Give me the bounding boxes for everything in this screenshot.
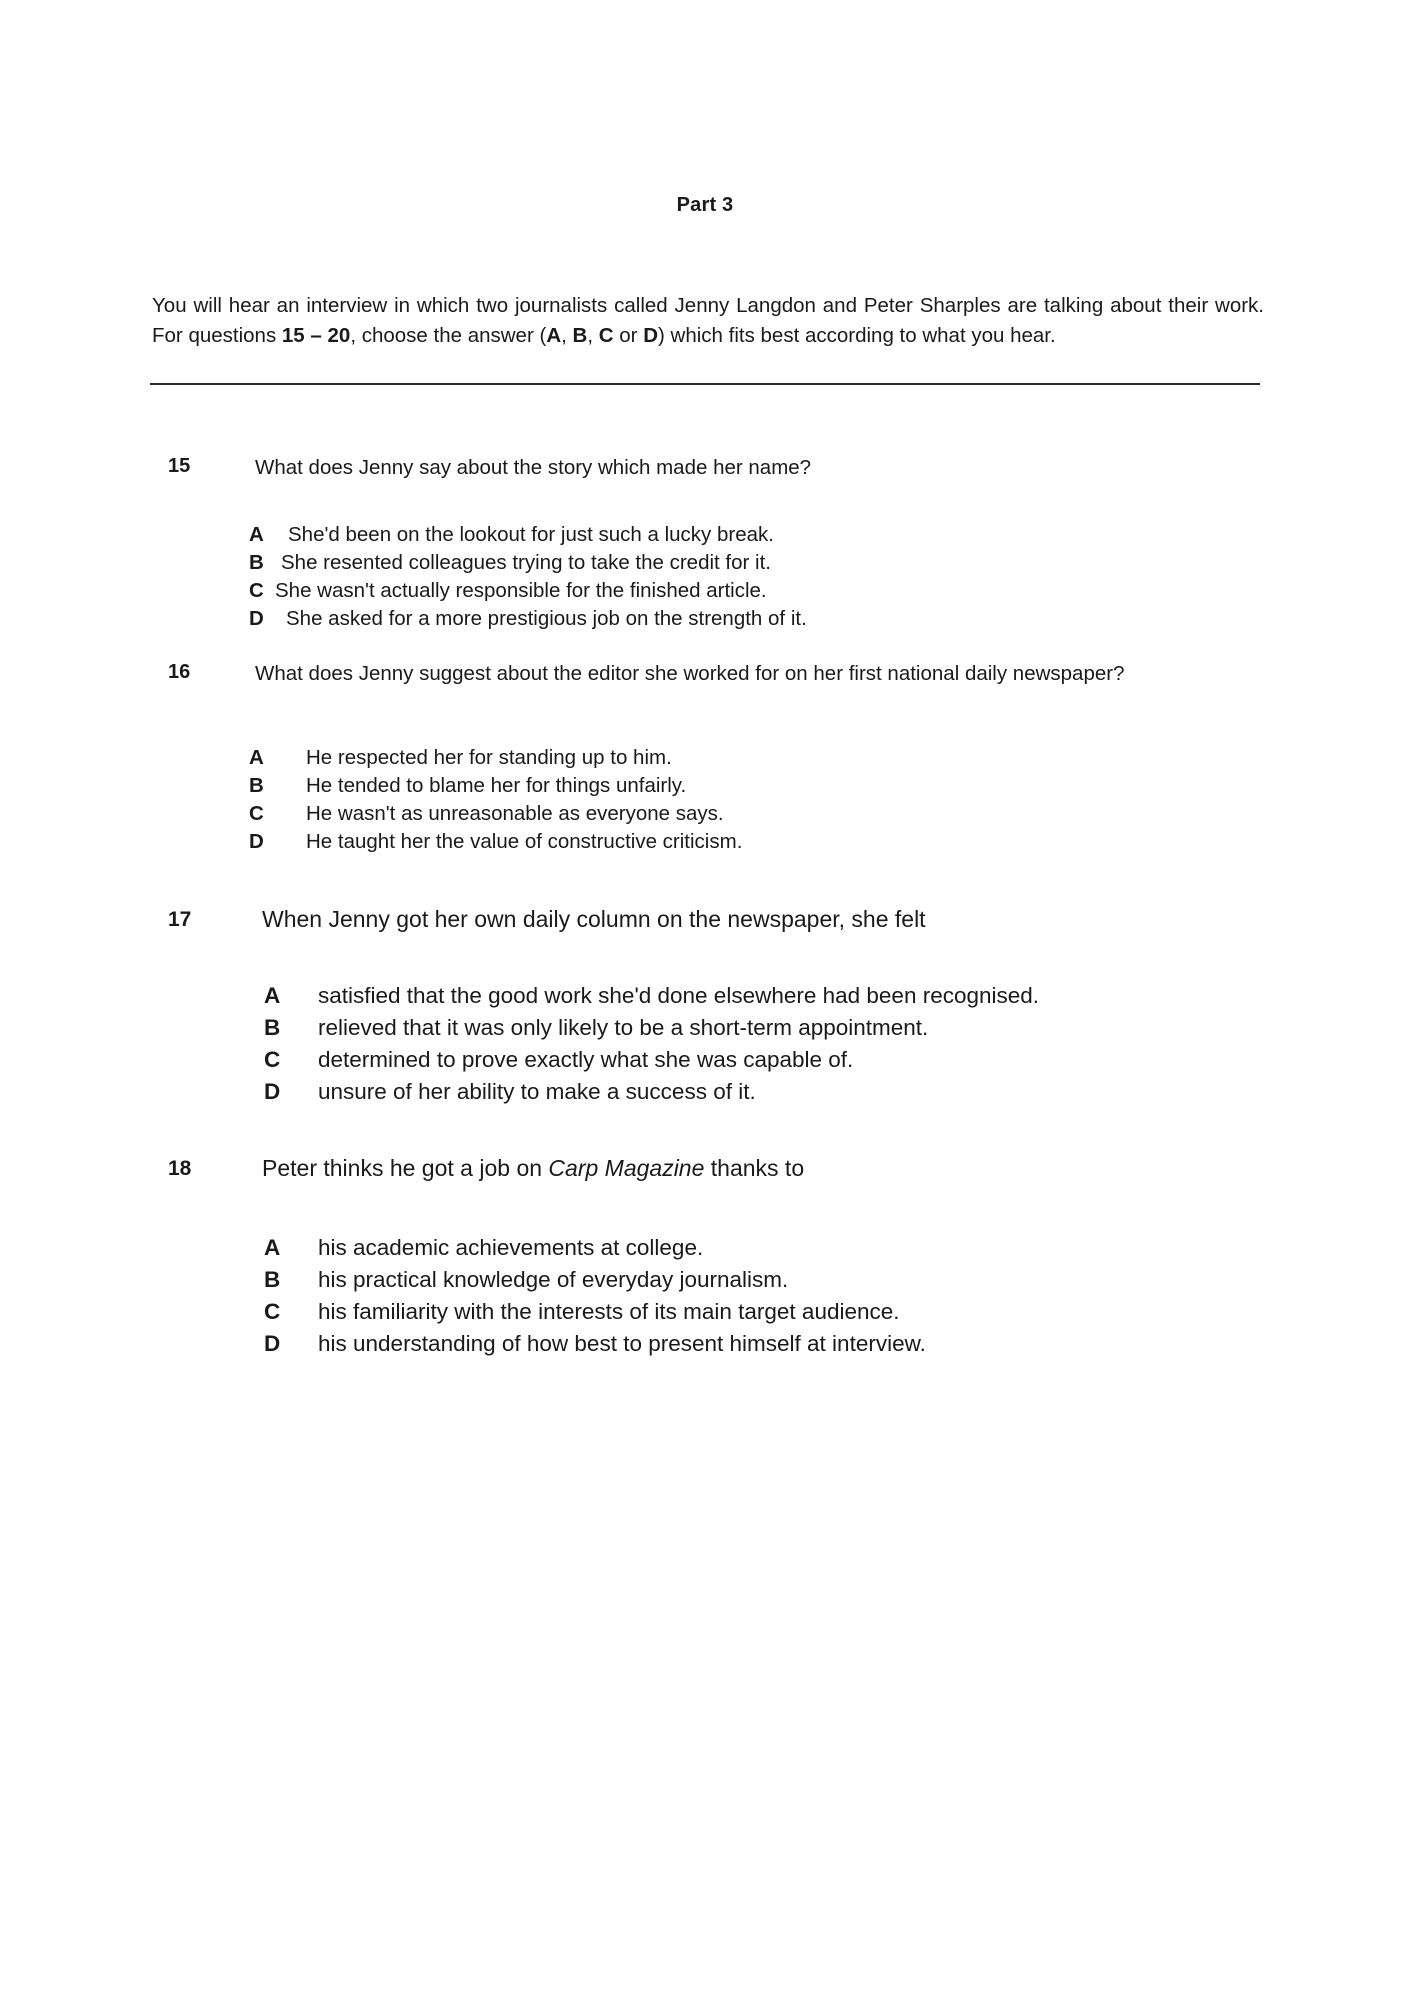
question-range: 15 – 20 bbox=[281, 323, 351, 347]
option-letter-c-inline: C bbox=[598, 323, 614, 347]
option-letter: A bbox=[264, 1235, 281, 1260]
option-text: She'd been on the lookout for just such a lucky break. bbox=[288, 523, 774, 546]
option-text: He respected her for standing up to him. bbox=[306, 746, 672, 769]
option-letter: C bbox=[249, 579, 264, 602]
option-letter: D bbox=[249, 830, 264, 853]
option-letter-d-inline: D bbox=[643, 323, 658, 347]
instructions-text-3: ) which fits best according to what you hear. bbox=[658, 323, 1056, 347]
question-15-stem: What does Jenny say about the story which made her name? bbox=[255, 456, 812, 479]
option-letter: D bbox=[249, 607, 264, 630]
option-letter: D bbox=[264, 1331, 281, 1356]
question-17-stem: When Jenny got her own daily column on the newspaper, she felt bbox=[262, 906, 926, 932]
option-letter: D bbox=[264, 1079, 281, 1104]
page-title: Part 3 bbox=[676, 194, 734, 216]
option-text: determined to prove exactly what she was capable of. bbox=[318, 1047, 854, 1072]
option-letter-b-inline: B bbox=[572, 323, 588, 347]
magazine-title: Carp Magazine bbox=[548, 1155, 705, 1181]
question-16-stem: What does Jenny suggest about the editor she worked for on her first national daily newspaper? bbox=[255, 662, 1125, 685]
option-text: He wasn't as unreasonable as everyone says. bbox=[306, 802, 724, 825]
option-text: She resented colleagues trying to take the credit for it. bbox=[281, 551, 771, 574]
question-17-number: 17 bbox=[168, 908, 192, 931]
option-text: He taught her the value of constructive criticism. bbox=[306, 830, 743, 853]
option-letter: C bbox=[249, 802, 264, 825]
option-letter: B bbox=[249, 551, 264, 574]
question-16-number: 16 bbox=[168, 661, 191, 683]
option-text: his practical knowledge of everyday journalism. bbox=[318, 1267, 789, 1292]
option-letter-a-inline: A bbox=[546, 323, 562, 347]
option-letter: B bbox=[264, 1015, 281, 1040]
question-18-stem bbox=[262, 1153, 1282, 1184]
option-letter: A bbox=[264, 983, 281, 1008]
instructions-paragraph bbox=[152, 291, 1264, 351]
section-divider bbox=[150, 383, 1260, 385]
instructions-text-2: , choose the answer ( bbox=[350, 323, 547, 347]
option-letter: A bbox=[249, 523, 264, 546]
option-text: his academic achievements at college. bbox=[318, 1235, 704, 1260]
option-letter: C bbox=[264, 1047, 281, 1072]
option-text: his familiarity with the interests of its main target audience. bbox=[318, 1299, 900, 1324]
question-18-stem-before: Peter thinks he got a job on bbox=[262, 1155, 549, 1181]
option-letter: A bbox=[249, 746, 264, 769]
option-text: She asked for a more prestigious job on the strength of it. bbox=[286, 607, 807, 630]
separator-2: , bbox=[587, 323, 599, 347]
separator-3: or bbox=[613, 323, 644, 347]
question-15-number: 15 bbox=[168, 455, 191, 477]
option-text: his understanding of how best to present himself at interview. bbox=[318, 1331, 926, 1356]
question-18-stem-after: thanks to bbox=[704, 1155, 805, 1181]
separator-1: , bbox=[561, 323, 573, 347]
option-text: He tended to blame her for things unfairly. bbox=[306, 774, 687, 797]
instructions-text-1: You will hear an interview in which two journalists called Jenny Langdon and Peter Sharples are talking about their work. For questions bbox=[152, 293, 1264, 347]
option-letter: C bbox=[264, 1299, 281, 1324]
option-text: She wasn't actually responsible for the finished article. bbox=[275, 579, 767, 602]
option-text: relieved that it was only likely to be a short-term appointment. bbox=[318, 1015, 929, 1040]
option-text: satisfied that the good work she'd done elsewhere had been recognised. bbox=[318, 983, 1040, 1008]
question-18-number: 18 bbox=[168, 1157, 192, 1180]
option-letter: B bbox=[249, 774, 264, 797]
option-text: unsure of her ability to make a success of it. bbox=[318, 1079, 756, 1104]
option-letter: B bbox=[264, 1267, 281, 1292]
